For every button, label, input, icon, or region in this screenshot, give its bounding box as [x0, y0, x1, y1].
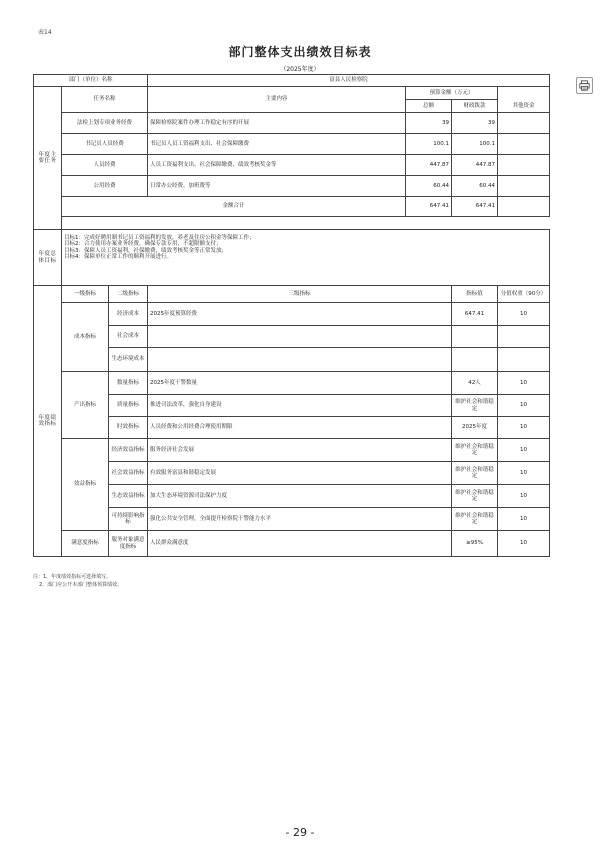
task-total: 447.87 — [406, 155, 452, 176]
weight-cell: 10 — [498, 531, 550, 557]
task-other — [498, 155, 550, 176]
table-row — [34, 348, 550, 372]
dept-label: 部门（单位）名称 — [34, 75, 148, 87]
satisfaction-indicators-label: 满意度指标 — [62, 531, 109, 557]
weight-cell: 10 — [498, 485, 550, 508]
output-indicators-label: 产出指标 — [62, 372, 109, 439]
lvl3-cell — [148, 326, 452, 348]
cost-indicators-label: 成本指标 — [62, 303, 109, 372]
table-row — [34, 303, 550, 326]
form-number: 表14 — [38, 29, 52, 36]
weight-cell: 10 — [498, 508, 550, 531]
lvl2-cell: 生态环境成本 — [109, 348, 148, 372]
annual-tasks-label: 年度主要任务 — [34, 87, 62, 230]
task-content: 日常办公经费、加班费等 — [148, 176, 406, 197]
lvl2-cell: 数量指标 — [109, 372, 148, 395]
goal-line: 目标4：保障单位正常工作的顺利开展进行。 — [64, 253, 173, 260]
table-row — [34, 113, 550, 134]
lvl3-cell: 人民群众满意度 — [148, 531, 452, 557]
table-row — [34, 326, 550, 348]
task-name: 公用经费 — [62, 176, 148, 197]
weight-header: 分值权重（90分） — [498, 286, 550, 303]
weight-cell: 10 — [498, 395, 550, 417]
target-cell: 2025年度 — [452, 417, 498, 439]
table-row — [34, 372, 550, 395]
table-row — [34, 462, 550, 485]
overall-goals-row — [34, 230, 550, 286]
table-row — [34, 176, 550, 197]
target-cell: 42人 — [452, 372, 498, 395]
table-row — [34, 155, 550, 176]
target-cell: 维护社会和谐稳定 — [452, 485, 498, 508]
perf-indicators-label: 年度绩效指标 — [34, 286, 62, 557]
other-header-spacer — [498, 87, 550, 100]
lvl2-cell: 社会效益指标 — [109, 462, 148, 485]
weight-cell: 10 — [498, 303, 550, 326]
lvl2-cell: 服务对象满意度指标 — [109, 531, 148, 557]
content-header: 主要内容 — [148, 87, 406, 113]
task-total: 60.44 — [406, 176, 452, 197]
sum-row — [34, 197, 550, 217]
weight-cell: 10 — [498, 439, 550, 462]
table-row — [34, 531, 550, 557]
lvl3-cell: 加大生态环境资源司法保护力度 — [148, 485, 452, 508]
task-name: 人员经费 — [62, 155, 148, 176]
task-fiscal: 60.44 — [452, 176, 498, 197]
lvl1-header: 一级指标 — [62, 286, 109, 303]
task-name: 法检上划专项业务经费 — [62, 113, 148, 134]
task-content: 人员工资福利支出、社会保障缴费、绩效考核奖金等 — [148, 155, 406, 176]
lvl3-cell: 强化公共安全管理，全面提升检察院干警能力水平 — [148, 508, 452, 531]
target-cell — [452, 348, 498, 372]
target-cell: 维护社会和谐稳定 — [452, 462, 498, 485]
table-row — [34, 439, 550, 462]
footnote: 注：1、年度绩效指标可选择填写。 — [33, 574, 112, 580]
task-other — [498, 113, 550, 134]
dept-row — [34, 75, 550, 87]
print-button[interactable] — [576, 77, 593, 94]
budget-header: 预算金额（万元） — [406, 87, 498, 100]
other-header: 其他资金 — [498, 100, 550, 113]
weight-cell — [498, 348, 550, 372]
target-cell: ≥95% — [452, 531, 498, 557]
task-total: 100.1 — [406, 134, 452, 155]
footnotes — [33, 573, 122, 589]
task-content: 书记员人员工资福利支出、社会保障缴费 — [148, 134, 406, 155]
task-content: 保障检察院案件办理工作稳定有序的开展 — [148, 113, 406, 134]
weight-cell: 10 — [498, 372, 550, 395]
lvl2-cell: 质量指标 — [109, 395, 148, 417]
sum-fiscal: 647.41 — [452, 197, 498, 217]
lvl3-cell: 2025年度干警数量 — [148, 372, 452, 395]
task-fiscal: 39 — [452, 113, 498, 134]
lvl3-cell: 有效服务富县和谐稳定发展 — [148, 462, 452, 485]
goal-line: 目标1：完成好聘用制书记员工资福利的发放，养老及住房公积金等保障工作； — [64, 235, 255, 241]
task-name-header: 任务名称 — [62, 87, 148, 113]
task-fiscal: 447.87 — [452, 155, 498, 176]
target-cell: 647.41 — [452, 303, 498, 326]
target-header: 指标值 — [452, 286, 498, 303]
target-cell — [452, 326, 498, 348]
table-row — [34, 417, 550, 439]
lvl3-cell: 人员经费和公用经费合理使用期限 — [148, 417, 452, 439]
lvl3-cell — [148, 348, 452, 372]
task-fiscal: 100.1 — [452, 134, 498, 155]
weight-cell: 10 — [498, 417, 550, 439]
sum-total: 647.41 — [406, 197, 452, 217]
benefit-indicators-label: 效益指标 — [62, 439, 109, 531]
target-cell: 维护社会和谐稳定 — [452, 395, 498, 417]
table-row — [34, 134, 550, 155]
overall-goals-text — [62, 230, 550, 286]
goal-line: 目标2：合力使用办案业务经费，确保专款专用，不超限额支付； — [64, 241, 222, 248]
lvl2-cell: 时效指标 — [109, 417, 148, 439]
fiscal-year: （2025年度） — [280, 66, 320, 73]
lvl3-cell: 2025年度预算经费 — [148, 303, 452, 326]
printer-icon — [579, 80, 590, 91]
task-total: 39 — [406, 113, 452, 134]
dept-value: 富县人民检察院 — [148, 75, 550, 87]
table-row — [34, 508, 550, 531]
fiscal-header: 财政拨款 — [452, 100, 498, 113]
lvl2-cell: 经济成本 — [109, 303, 148, 326]
sum-other — [498, 197, 550, 217]
lvl2-header: 二级指标 — [109, 286, 148, 303]
lvl3-cell: 服务经济社会发展 — [148, 439, 452, 462]
weight-cell: 10 — [498, 462, 550, 485]
table-row — [34, 395, 550, 417]
lvl3-header: 三级指标 — [148, 286, 452, 303]
lvl2-cell: 经济效益指标 — [109, 439, 148, 462]
sum-label: 金额合计 — [62, 197, 406, 217]
lvl2-cell: 生态效益指标 — [109, 485, 148, 508]
page-number: - 29 - — [285, 826, 315, 839]
task-other — [498, 176, 550, 197]
target-cell: 维护社会和谐稳定 — [452, 439, 498, 462]
lvl3-cell: 推进司法改革，强化自身建设 — [148, 395, 452, 417]
page-title: 部门整体支出绩效目标表 — [228, 45, 372, 59]
performance-table — [33, 74, 550, 557]
task-name: 书记员人员经费 — [62, 134, 148, 155]
total-header: 总额 — [406, 100, 452, 113]
footnote: 2、部门应公开本部门整体预算绩效。 — [39, 582, 123, 588]
overall-goals-label: 年度总体目标 — [34, 230, 62, 286]
weight-cell — [498, 326, 550, 348]
goal-line: 目标3：保障人员工资福利，社保缴费，绩效考核奖金等正常发放； — [64, 247, 228, 254]
table-row — [34, 485, 550, 508]
lvl2-cell: 可持续影响指标 — [109, 508, 148, 531]
lvl2-cell: 社会成本 — [109, 326, 148, 348]
task-other — [498, 134, 550, 155]
task-block-spacer — [62, 217, 550, 230]
target-cell: 维护社会和谐稳定 — [452, 508, 498, 531]
